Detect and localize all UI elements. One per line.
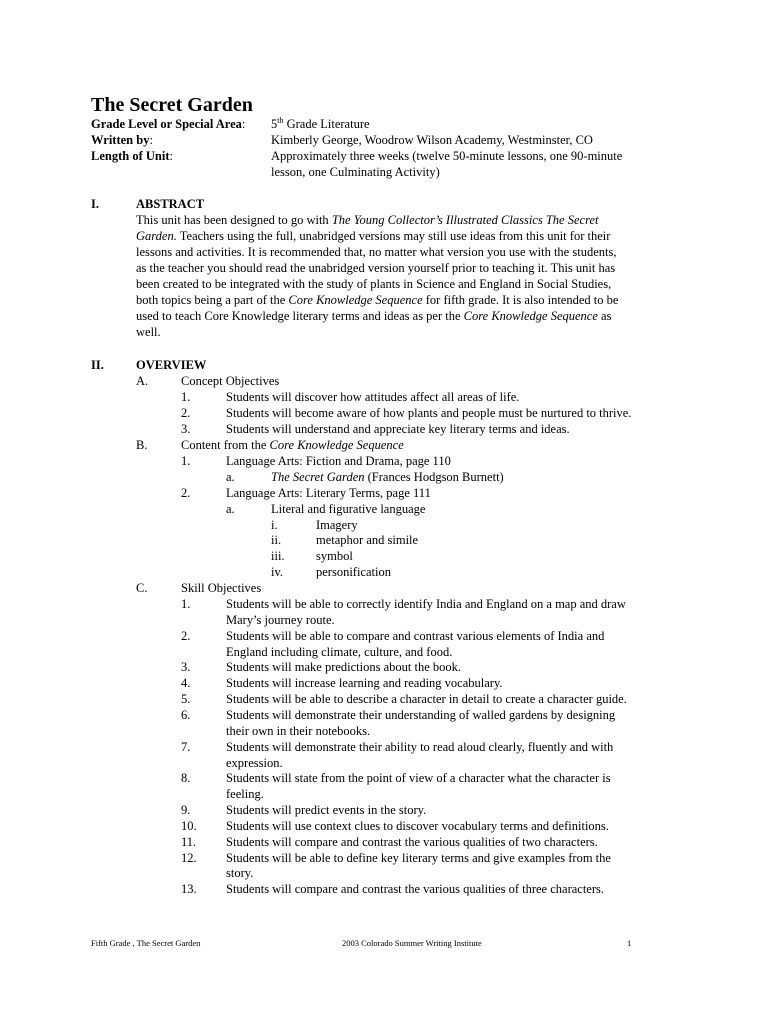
list-item-continued: feeling.	[226, 787, 264, 801]
roman-numeral: i.	[271, 518, 278, 532]
section-numeral: II.	[91, 358, 104, 372]
list-item: Students will demonstrate their understanding of walled gardens by designing	[226, 708, 616, 722]
list-number: 3.	[181, 660, 191, 674]
list-item: Students will be able to describe a character in detail to create a character guide.	[226, 692, 627, 706]
roman-item: Imagery	[316, 518, 358, 532]
list-number: 2.	[181, 406, 191, 420]
section-heading-overview: OVERVIEW	[136, 358, 207, 372]
length-of-unit-line: lesson, one Culminating Activity)	[271, 165, 440, 179]
list-number: 2.	[181, 486, 191, 500]
list-number: 3.	[181, 422, 191, 436]
sub-letter: a.	[226, 470, 235, 484]
abstract-line: lessons and activities. It is recommended that, no matter what version you use with the students,	[136, 245, 617, 259]
list-item: Students will be able to compare and contrast various elements of India and	[226, 629, 605, 643]
list-item: Students will understand and appreciate key literary terms and ideas.	[226, 422, 570, 436]
list-item: Students will be able to define key literary terms and give examples from the	[226, 851, 611, 865]
list-number: 5.	[181, 692, 191, 706]
roman-numeral: iii.	[271, 549, 285, 563]
list-item-continued: expression.	[226, 756, 283, 770]
list-number: 8.	[181, 771, 191, 785]
list-number: 12.	[181, 851, 197, 865]
abstract-line: both topics being a part of the Core Knowledge Sequence for fifth grade. It is also intended to be	[136, 293, 619, 307]
list-number: 13.	[181, 882, 197, 896]
roman-item: metaphor and simile	[316, 533, 419, 547]
outline-letter: C.	[136, 581, 148, 595]
written-by-value: Kimberly George, Woodrow Wilson Academy, Westminster, CO	[271, 133, 593, 147]
list-item-continued: story.	[226, 866, 254, 880]
abstract-line: been created to be integrated with the study of plants in Science and England in Social Studies,	[136, 277, 612, 291]
content-heading: Content from the Core Knowledge Sequence	[181, 438, 404, 452]
list-item-continued: Mary’s journey route.	[226, 613, 335, 627]
list-number: 1.	[181, 390, 191, 404]
sub-letter: a.	[226, 502, 235, 516]
document-title: The Secret Garden	[91, 94, 253, 116]
list-item: Language Arts: Literary Terms, page 111	[226, 486, 431, 500]
list-item: Students will become aware of how plants and people must be nurtured to thrive.	[226, 406, 632, 420]
list-number: 6.	[181, 708, 191, 722]
section-numeral: I.	[91, 197, 99, 211]
concept-objectives-heading: Concept Objectives	[181, 374, 280, 388]
written-by-label: Written by:	[91, 133, 153, 147]
roman-item: symbol	[316, 549, 353, 563]
list-item: Students will state from the point of view of a character what the character is	[226, 771, 611, 785]
list-item: Students will increase learning and reading vocabulary.	[226, 676, 503, 690]
list-item: Students will discover how attitudes affect all areas of life.	[226, 390, 520, 404]
list-item: Students will demonstrate their ability to read aloud clearly, fluently and with	[226, 740, 614, 754]
sub-item: The Secret Garden (Frances Hodgson Burnett)	[271, 470, 504, 484]
list-number: 1.	[181, 454, 191, 468]
page-number: 1	[627, 938, 632, 948]
list-number: 2.	[181, 629, 191, 643]
list-item: Students will compare and contrast the various qualities of three characters.	[226, 882, 604, 896]
abstract-line: Garden. Teachers using the full, unabridged versions may still use ideas from this unit for their	[136, 229, 611, 243]
grade-level-label: Grade Level or Special Area:	[91, 117, 246, 131]
sub-item: Literal and figurative language	[271, 502, 426, 516]
list-number: 11.	[181, 835, 197, 849]
list-number: 9.	[181, 803, 191, 817]
list-number: 1.	[181, 597, 191, 611]
grade-level-value: 5th Grade Literature	[271, 115, 370, 131]
list-item: Students will predict events in the story.	[226, 803, 427, 817]
section-heading-abstract: ABSTRACT	[136, 197, 205, 211]
list-item: Students will compare and contrast the various qualities of two characters.	[226, 835, 598, 849]
list-item-continued: their own in their notebooks.	[226, 724, 371, 738]
list-item: Language Arts: Fiction and Drama, page 110	[226, 454, 451, 468]
length-of-unit-line: Approximately three weeks (twelve 50-minute lessons, one 90-minute	[271, 149, 623, 163]
abstract-line: well.	[136, 325, 161, 339]
list-number: 4.	[181, 676, 191, 690]
outline-letter: A.	[136, 374, 149, 388]
list-item-continued: England including climate, culture, and food.	[226, 645, 453, 659]
roman-numeral: iv.	[271, 565, 284, 579]
list-number: 7.	[181, 740, 191, 754]
list-item: Students will be able to correctly identify India and England on a map and draw	[226, 597, 626, 611]
footer-left: Fifth Grade , The Secret Garden	[91, 938, 201, 948]
abstract-line: This unit has been designed to go with The Young Collector’s Illustrated Classics The Secret	[136, 213, 599, 227]
list-number: 10.	[181, 819, 197, 833]
outline-letter: B.	[136, 438, 148, 452]
abstract-line: used to teach Core Knowledge literary terms and ideas as per the Core Knowledge Sequence as	[136, 309, 612, 323]
list-item: Students will use context clues to discover vocabulary terms and definitions.	[226, 819, 609, 833]
roman-item: personification	[316, 565, 391, 579]
roman-numeral: ii.	[271, 533, 282, 547]
footer-center: 2003 Colorado Summer Writing Institute	[342, 938, 482, 948]
length-of-unit-label: Length of Unit:	[91, 149, 173, 163]
list-item: Students will make predictions about the book.	[226, 660, 462, 674]
abstract-line: as the teacher you should read the unabridged version yourself prior to teaching it. This unit has	[136, 261, 616, 275]
skill-objectives-heading: Skill Objectives	[181, 581, 262, 595]
